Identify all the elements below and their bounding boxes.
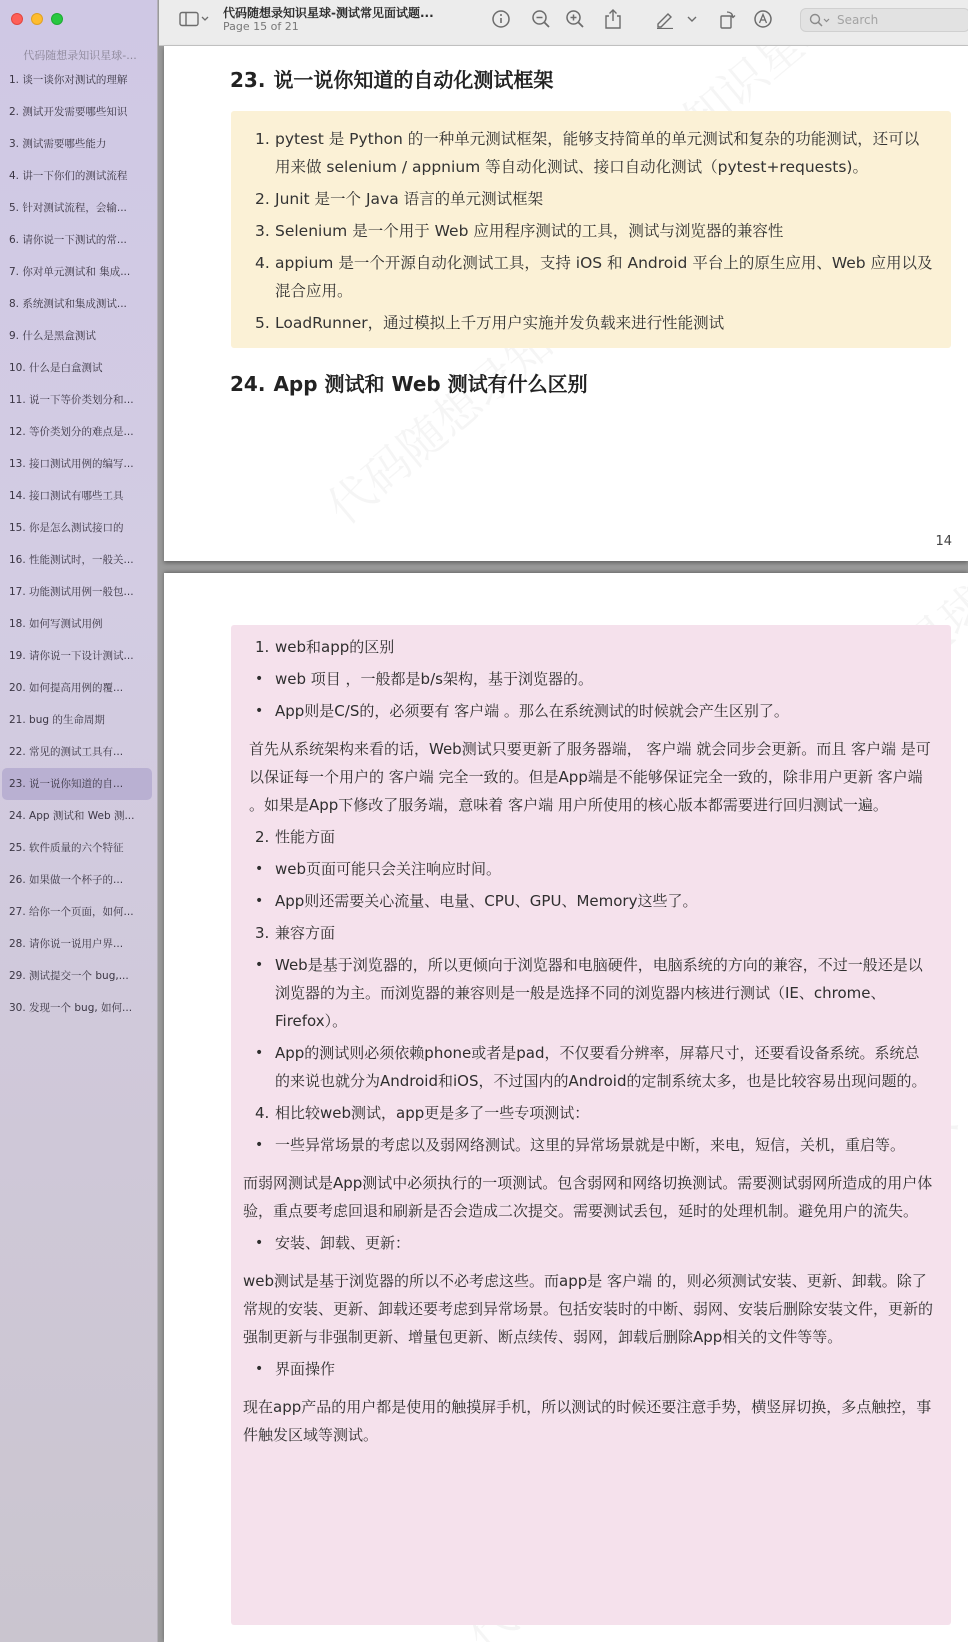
bullet-item: • App的测试则必须依赖phone或者是pad，不仅要看分辨率，屏幕尺寸，还要看设备系统。系统总的来说也就分为Android和iOS，不过国内的Android的定制系统太多，也是比较容易出现问题的。 [255, 1044, 927, 1090]
toc-item[interactable]: 8. 系统测试和集成测试... [9, 298, 127, 310]
answer-box [231, 625, 951, 1625]
toc-item[interactable]: 30. 发现一个 bug, 如何... [9, 1002, 133, 1014]
bullet-item: • 安装、卸载、更新： [255, 1234, 411, 1252]
chevron-down-icon[interactable] [685, 7, 699, 31]
bullet-item: • web 项目 ，一般都是b/s架构，基于浏览器的。 [255, 670, 593, 688]
toc-item[interactable]: 11. 说一下等价类划分和... [9, 394, 134, 406]
toc-item[interactable]: 29. 测试提交一个 bug,... [9, 970, 129, 982]
toc-item[interactable]: 26. 如果做一个杯子的... [9, 874, 124, 886]
list-item: 4. appium 是一个开源自动化测试工具，支持 iOS 和 Android 平台上的原生应用、Web 应用以及混合应用。 [255, 254, 933, 300]
toc-item[interactable]: 2. 测试开发需要哪些知识 [9, 106, 128, 118]
toc-item[interactable]: 18. 如何写测试用例 [9, 618, 103, 630]
paragraph: 现在app产品的用户都是使用的触摸屏手机，所以测试的时候还要注意手势，横竖屏切换，多点触控，事件触发区域等测试。 [243, 1398, 932, 1444]
window-close-button[interactable] [11, 13, 23, 25]
info-icon[interactable] [489, 7, 513, 31]
paragraph: 首先从系统架构来看的话，Web测试只要更新了服务器端， 客户端 就会同步会更新。而且 客户端 是可以保证每一个用户的 客户端 完全一致的。但是App端是不能够保证完全一致的，除非用户更新 客户端 。如果是App下修改了服务端，意味着 客户端 用户所使用的核心版本都需要进行回归测试一遍。 [249, 740, 931, 814]
toc-item[interactable]: 24. App 测试和 Web 测... [9, 810, 135, 822]
zoom-in-icon[interactable] [563, 7, 587, 31]
toc-item[interactable]: 9. 什么是黑盒测试 [9, 330, 96, 342]
zoom-out-icon[interactable] [529, 7, 553, 31]
toc-item[interactable]: 14. 接口测试有哪些工具 [9, 490, 124, 502]
section-heading: 2. 性能方面 [255, 828, 336, 846]
bullet-item: • 界面操作 [255, 1360, 336, 1378]
list-item: 2. Junit 是一个 Java 语言的单元测试框架 [255, 190, 544, 208]
toc-item[interactable]: 20. 如何提高用例的覆... [9, 682, 124, 694]
pdf-page-15 [164, 573, 968, 1642]
heading-23 [230, 64, 553, 93]
list-item: 1. pytest 是 Python 的一种单元测试框架，能够支持简单的单元测试和复杂的功能测试，还可以用来做 selenium / appnium 等自动化测试、接口自动化测试（pytest+requests)。 [255, 130, 920, 176]
pdf-page-14 [164, 46, 968, 561]
heading-number: 24. [230, 372, 266, 396]
page-indicator: Page 15 of 21 [223, 20, 299, 33]
document-title: 代码随想录知识星球-测试常见面试题... [223, 6, 434, 20]
toc-item[interactable]: 15. 你是怎么测试接口的 [9, 522, 124, 534]
bullet-item: • 一些异常场景的考虑以及弱网络测试。这里的异常场景就是中断，来电，短信，关机，重启等。 [255, 1136, 906, 1154]
toc-item[interactable]: 27. 给你一个页面，如何... [9, 906, 134, 918]
table-of-contents [2, 64, 152, 1024]
paragraph: web测试是基于浏览器的所以不必考虑这些。而app是 客户端 的，则必须测试安装、更新、卸载。除了常规的安装、更新、卸载还要考虑到异常场景。包括安装时的中断、弱网、安装后删除安装文件，更新的强制更新与非强制更新、增量包更新、断点续传、弱网，卸载后删除App相关的文件等等。 [243, 1272, 934, 1346]
paragraph: 而弱网测试是App测试中必须执行的一项测试。包含弱网和网络切换测试。需要测试弱网所造成的用户体验，重点要考虑回退和刷新是否会造成二次提交。需要测试丢包，延时的处理机制。避免用户的流失。 [243, 1174, 933, 1220]
toc-item-active[interactable]: 23. 说一说你知道的自... [2, 768, 152, 800]
toc-item[interactable]: 5. 针对测试流程，会输... [9, 202, 127, 214]
search-placeholder: Search [837, 13, 879, 27]
window-minimize-button[interactable] [31, 13, 43, 25]
list-item: 5. LoadRunner，通过模拟上千万用户实施并发负载来进行性能测试 [255, 314, 725, 332]
heading-number: 23. [230, 68, 266, 92]
toc-item[interactable]: 10. 什么是白盒测试 [9, 362, 103, 374]
heading-text: 说一说你知道的自动化测试框架 [273, 68, 554, 92]
toc-item[interactable]: 25. 软件质量的六个特征 [9, 842, 124, 854]
frameworks-box [231, 111, 951, 348]
toc-item[interactable]: 13. 接口测试用例的编写... [9, 458, 134, 470]
bullet-item: • App则是C/S的，必须要有 客户端 。那么在系统测试的时候就会产生区别了。 [255, 702, 789, 720]
toc-item[interactable]: 1. 谈一谈你对测试的理解 [9, 74, 128, 86]
toc-item[interactable]: 3. 测试需要哪些能力 [9, 138, 107, 150]
toc-item[interactable]: 6. 请你说一下测试的常... [9, 234, 127, 246]
toc-item[interactable]: 28. 请你说一说用户界... [9, 938, 124, 950]
rotate-icon[interactable] [715, 7, 739, 31]
bullet-item: • App则还需要关心流量、电量、CPU、GPU、Memory这些了。 [255, 892, 698, 910]
toc-item[interactable]: 12. 等价类划分的难点是... [9, 426, 134, 438]
section-heading: 4. 相比较web测试，app更是多了一些专项测试： [255, 1104, 590, 1122]
markup-pen-icon[interactable] [653, 7, 677, 31]
sidebar-title: 代码随想录知识星球-... [23, 49, 137, 62]
toc-item[interactable]: 21. bug 的生命周期 [9, 714, 105, 726]
heading-text: App 测试和 Web 测试有什么区别 [273, 372, 588, 396]
bullet-item: • Web是基于浏览器的，所以更倾向于浏览器和电脑硬件，电脑系统的方向的兼容，不过一般还是以浏览器的为主。而浏览器的兼容则是一般是选择不同的浏览器内核进行测试（IE、chrome、Firefox）。 [255, 956, 923, 1030]
search-field[interactable] [800, 8, 968, 32]
toc-item[interactable]: 7. 你对单元测试和 集成... [9, 266, 131, 278]
share-icon[interactable] [601, 7, 625, 31]
toolbar [159, 0, 968, 46]
sidebar [0, 0, 158, 1642]
bullet-item: • web页面可能只会关注响应时间。 [255, 860, 502, 878]
heading-24 [230, 368, 588, 397]
list-item: 3. Selenium 是一个用于 Web 应用程序测试的工具，测试与浏览器的兼容性 [255, 222, 784, 240]
toc-item[interactable]: 4. 讲一下你们的测试流程 [9, 170, 128, 182]
search-icon [809, 13, 831, 27]
page-number: 14 [935, 534, 952, 549]
toc-item[interactable]: 22. 常见的测试工具有... [9, 746, 124, 758]
window-zoom-button[interactable] [51, 13, 63, 25]
toc-item[interactable]: 19. 请你说一下设计测试... [9, 650, 134, 662]
toc-item[interactable]: 16. 性能测试时，一般关... [9, 554, 134, 566]
section-heading: 3. 兼容方面 [255, 924, 336, 942]
annotate-icon[interactable] [751, 7, 775, 31]
sidebar-toggle-icon[interactable] [177, 7, 211, 31]
toc-item[interactable]: 17. 功能测试用例一般包... [9, 586, 134, 598]
section-heading: 1. web和app的区别 [255, 638, 395, 656]
